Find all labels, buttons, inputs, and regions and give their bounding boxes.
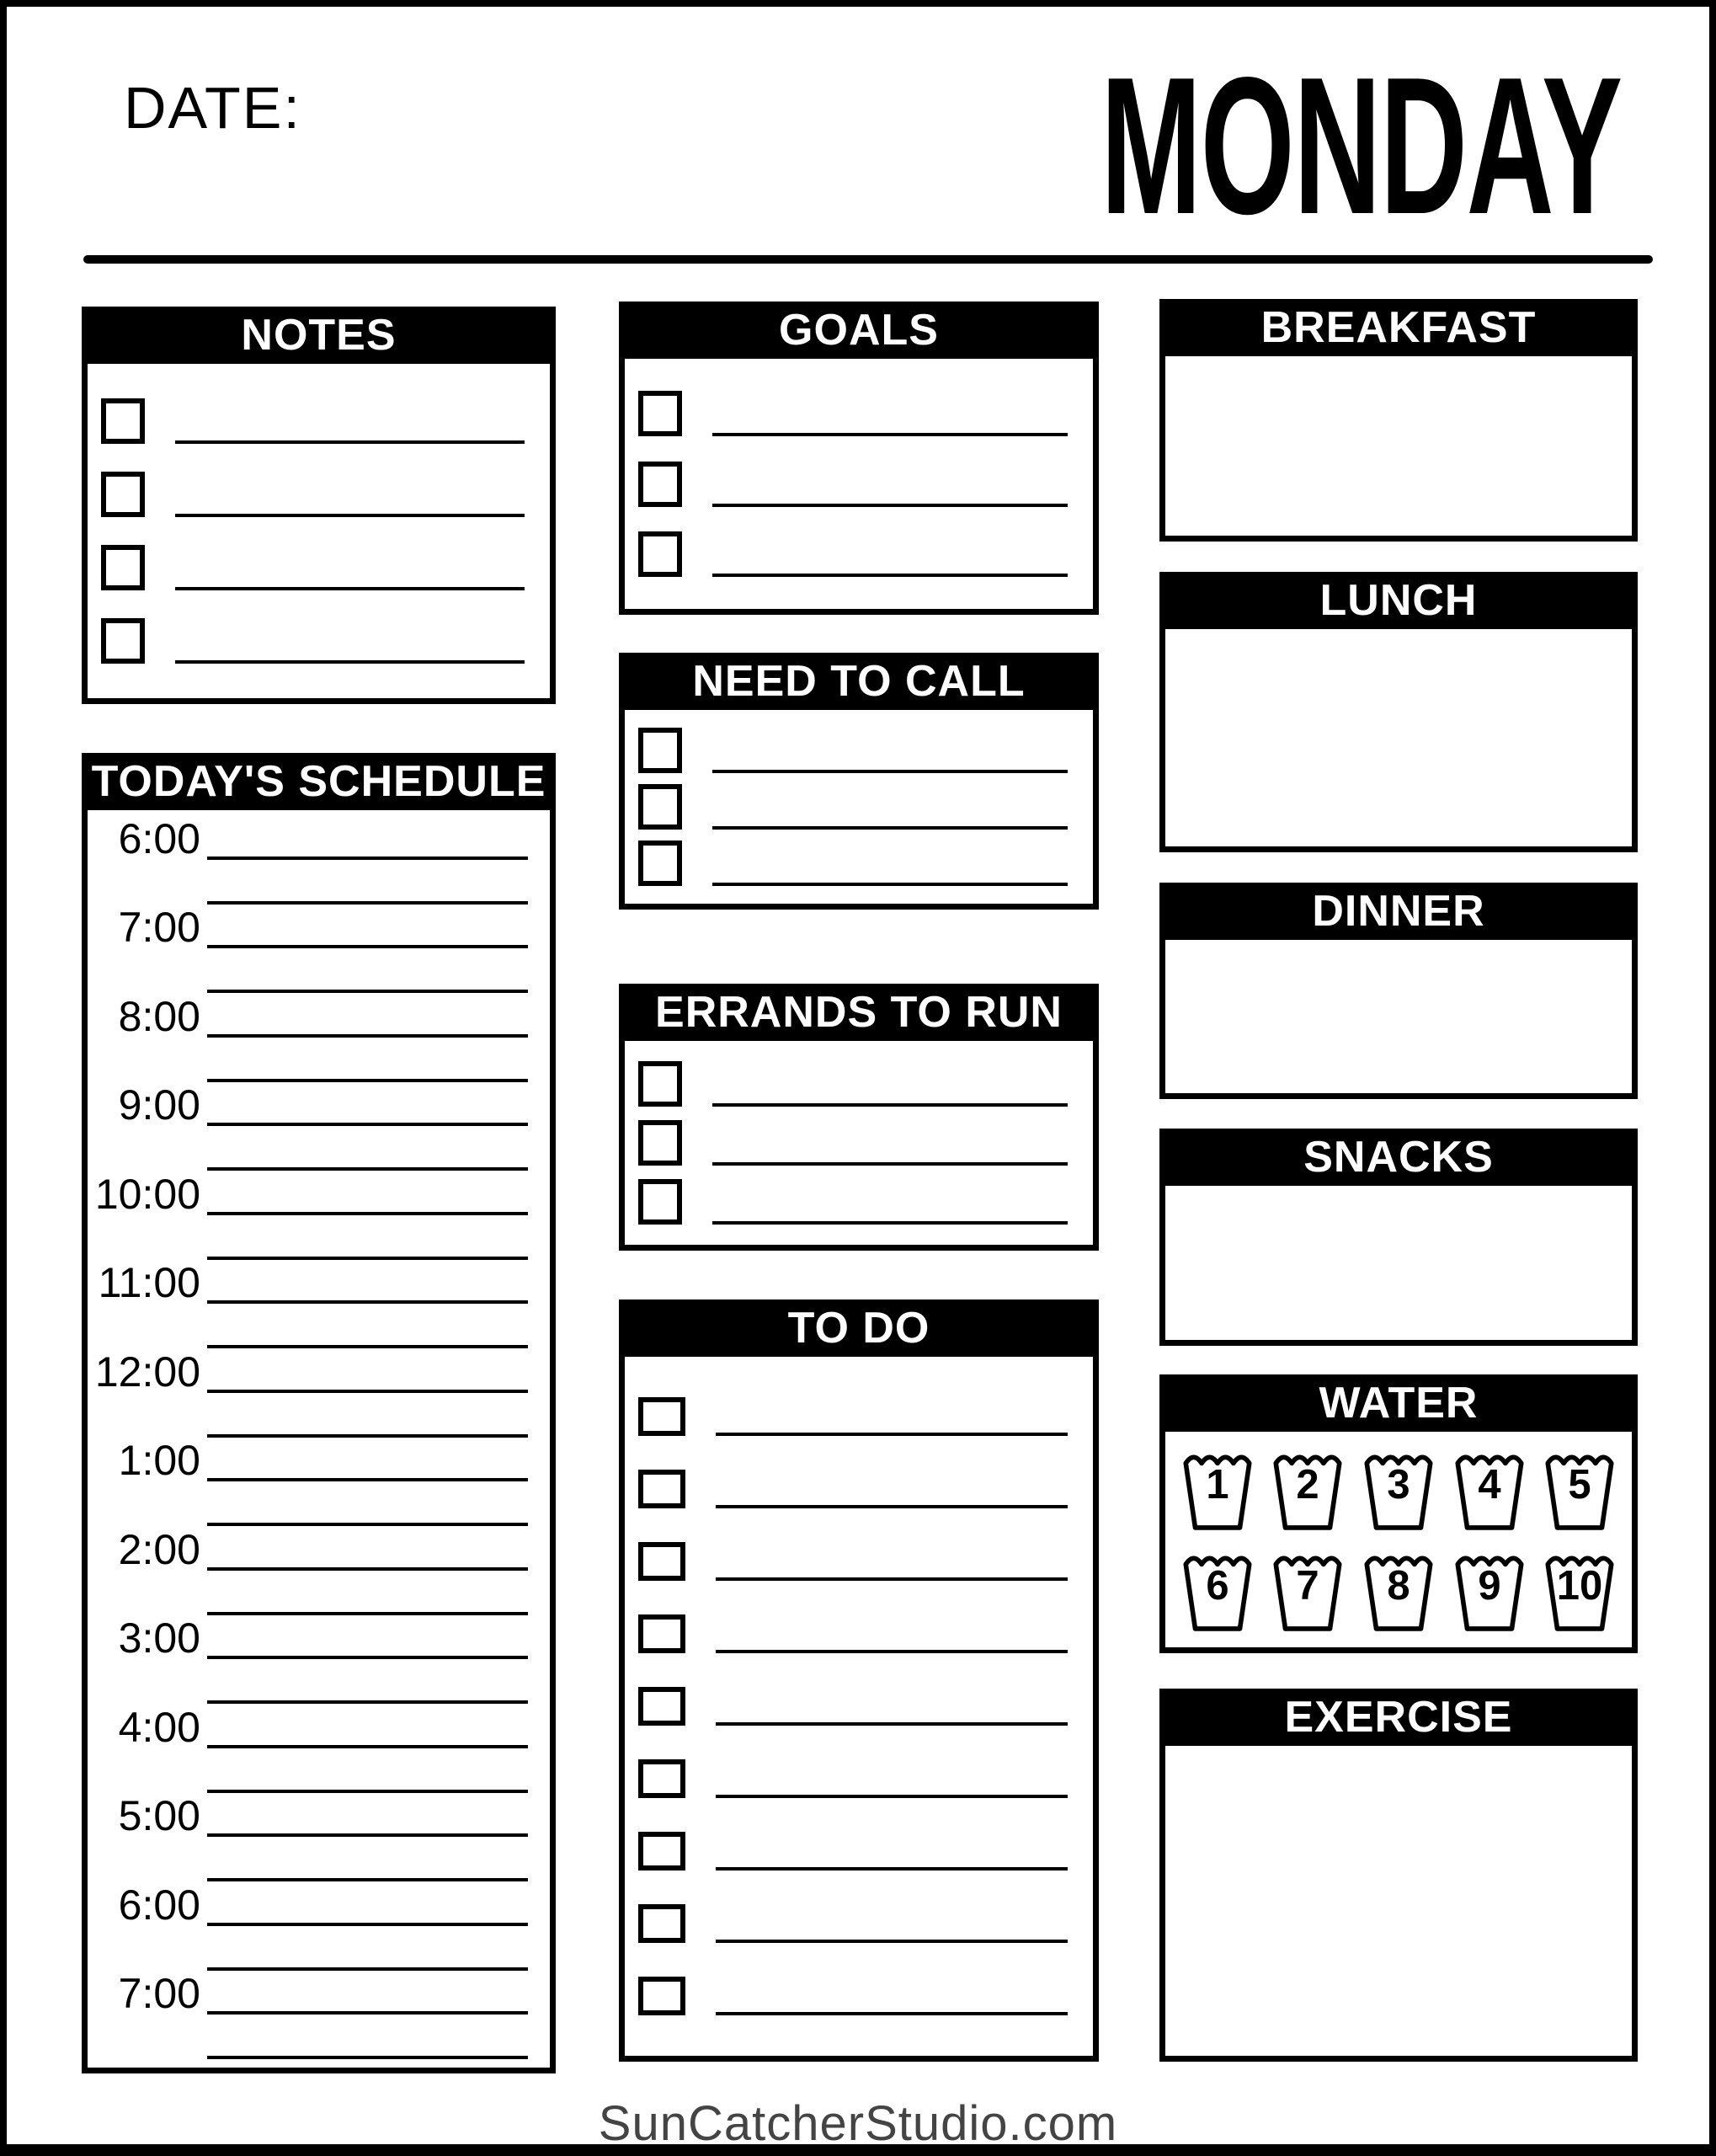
lunch-title: LUNCH	[1319, 576, 1478, 625]
write-line[interactable]	[716, 1505, 1068, 1508]
water-cup-icon	[1360, 1547, 1437, 1633]
schedule-body	[82, 810, 556, 2073]
notes-panel	[82, 307, 556, 704]
schedule-hour-row	[88, 1348, 550, 1396]
header-divider	[83, 255, 1653, 264]
write-line[interactable]	[712, 504, 1068, 507]
schedule-hour-row	[88, 1970, 550, 2018]
checklist-row	[638, 1061, 1068, 1107]
breakfast-title: BREAKFAST	[1260, 303, 1537, 352]
lunch-input-area[interactable]	[1159, 629, 1638, 852]
write-line[interactable]	[175, 660, 525, 664]
schedule-half-hour-row	[88, 1126, 550, 1171]
schedule-half-hour-row	[88, 1481, 550, 1526]
errands-panel	[619, 984, 1099, 1251]
schedule-title: TODAY'S SCHEDULE	[91, 757, 546, 806]
checklist-row	[638, 462, 1068, 507]
water-cup-row	[1165, 1446, 1632, 1532]
write-line[interactable]	[712, 1162, 1068, 1166]
write-line[interactable]	[175, 587, 525, 590]
time-label: 8:00	[118, 992, 200, 1040]
need-to-call-header	[619, 653, 1099, 710]
svg-text:5: 5	[1568, 1462, 1591, 1508]
exercise-header	[1159, 1689, 1638, 1746]
breakfast-panel	[1159, 299, 1638, 542]
checklist-row	[638, 1832, 1068, 1870]
exercise-panel	[1159, 1689, 1638, 2062]
write-line[interactable]	[712, 770, 1068, 773]
write-line[interactable]	[175, 440, 525, 444]
water-cup[interactable]	[1360, 1547, 1437, 1633]
goals-body	[619, 359, 1099, 615]
checklist-row	[638, 841, 1068, 886]
water-cup[interactable]	[1541, 1547, 1618, 1633]
schedule-panel	[82, 753, 556, 2073]
goals-title: GOALS	[779, 306, 939, 355]
schedule-hour-row	[88, 904, 550, 952]
goals-checklist	[625, 359, 1093, 609]
checklist-row	[638, 1542, 1068, 1581]
dinner-title: DINNER	[1312, 887, 1485, 936]
schedule-rows	[88, 810, 550, 2068]
write-line[interactable]	[712, 1221, 1068, 1225]
write-line[interactable]	[716, 1577, 1068, 1581]
checklist-row	[638, 1759, 1068, 1798]
snacks-input-area[interactable]	[1159, 1186, 1638, 1346]
svg-text:8: 8	[1387, 1562, 1410, 1609]
svg-text:10: 10	[1557, 1562, 1603, 1609]
checklist-row	[638, 1687, 1068, 1726]
checkbox[interactable]	[638, 1977, 685, 2015]
checkbox[interactable]	[638, 1397, 685, 1436]
goals-panel	[619, 302, 1099, 615]
checklist-row	[638, 1179, 1068, 1225]
time-label: 7:00	[118, 904, 200, 952]
checkbox[interactable]	[638, 1904, 685, 1943]
checkbox[interactable]	[638, 1470, 685, 1508]
checklist-row	[638, 391, 1068, 436]
water-body	[1159, 1432, 1638, 1653]
errands-body	[619, 1041, 1099, 1251]
svg-text:2: 2	[1296, 1462, 1319, 1508]
checkbox[interactable]	[638, 1759, 685, 1798]
time-label: 6:00	[118, 1881, 200, 1929]
water-cup-icon	[1451, 1446, 1528, 1532]
svg-text:6: 6	[1206, 1562, 1229, 1609]
time-label: 3:00	[118, 1614, 200, 1662]
water-cup-tracker	[1165, 1432, 1632, 1647]
svg-text:9: 9	[1478, 1562, 1501, 1609]
schedule-hour-row	[88, 1437, 550, 1485]
write-line[interactable]	[175, 514, 525, 517]
notes-title: NOTES	[241, 311, 397, 360]
write-line[interactable]	[716, 1940, 1068, 1943]
schedule-half-hour-row	[88, 1571, 550, 1615]
schedule-hour-row	[88, 1082, 550, 1127]
notes-header	[82, 307, 556, 364]
errands-title: ERRANDS TO RUN	[655, 988, 1063, 1037]
schedule-half-hour-row	[88, 1038, 550, 1082]
time-label: 2:00	[118, 1525, 200, 1573]
checklist-row	[638, 1470, 1068, 1508]
schedule-write-line[interactable]	[207, 2056, 528, 2059]
need-to-call-checklist	[625, 710, 1093, 904]
goals-header	[619, 302, 1099, 359]
checkbox[interactable]	[638, 1179, 682, 1225]
errands-checklist	[625, 1041, 1093, 1245]
checkbox[interactable]	[101, 545, 145, 590]
svg-text:1: 1	[1206, 1462, 1229, 1508]
write-line[interactable]	[712, 433, 1068, 436]
water-panel	[1159, 1374, 1638, 1653]
snacks-header	[1159, 1129, 1638, 1186]
write-line[interactable]	[716, 1722, 1068, 1726]
water-cup[interactable]	[1269, 1446, 1346, 1532]
svg-text:7: 7	[1296, 1562, 1319, 1609]
schedule-half-hour-row	[88, 1215, 550, 1260]
water-cup[interactable]	[1269, 1547, 1346, 1633]
checkbox[interactable]	[101, 618, 145, 664]
schedule-hour-row	[88, 1793, 550, 1838]
time-label: 10:00	[94, 1170, 200, 1218]
checklist-row	[101, 398, 525, 444]
water-cup-icon	[1541, 1446, 1618, 1532]
water-cup-icon	[1179, 1446, 1256, 1532]
time-label: 9:00	[118, 1081, 200, 1129]
notes-body	[82, 364, 556, 704]
schedule-hour-row	[88, 1881, 550, 1929]
water-cup[interactable]	[1360, 1446, 1437, 1532]
write-line[interactable]	[712, 574, 1068, 577]
exercise-title: EXERCISE	[1284, 1693, 1513, 1742]
schedule-header	[82, 753, 556, 810]
checkbox[interactable]	[638, 1120, 682, 1166]
write-line[interactable]	[716, 1650, 1068, 1653]
write-line[interactable]	[712, 1103, 1068, 1107]
time-label: 5:00	[118, 1792, 200, 1840]
checklist-row	[101, 618, 525, 664]
schedule-hour-row	[88, 1703, 550, 1751]
checklist-row	[638, 1120, 1068, 1166]
breakfast-header	[1159, 299, 1638, 356]
schedule-hour-row	[88, 815, 550, 860]
schedule-half-hour-row	[88, 1837, 550, 1881]
date-label: DATE:	[124, 75, 301, 141]
lunch-panel	[1159, 572, 1638, 852]
lunch-header	[1159, 572, 1638, 629]
write-line[interactable]	[712, 883, 1068, 886]
schedule-half-hour-row	[88, 1659, 550, 1704]
checklist-row	[638, 784, 1068, 830]
water-header	[1159, 1374, 1638, 1432]
time-label: 4:00	[118, 1703, 200, 1751]
todo-checklist	[625, 1357, 1093, 2056]
schedule-hour-row	[88, 1526, 550, 1571]
water-cup-icon	[1360, 1446, 1437, 1532]
need-to-call-body	[619, 710, 1099, 910]
checkbox[interactable]	[638, 1542, 685, 1581]
need-to-call-panel	[619, 653, 1099, 910]
write-line[interactable]	[712, 826, 1068, 830]
todo-header	[619, 1299, 1099, 1357]
water-cup[interactable]	[1541, 1446, 1618, 1532]
checklist-row	[101, 545, 525, 590]
notes-checklist	[88, 364, 550, 698]
checklist-row	[638, 531, 1068, 577]
time-label: 7:00	[118, 1970, 200, 2018]
water-cup-row	[1165, 1547, 1632, 1633]
write-line[interactable]	[716, 1795, 1068, 1798]
schedule-hour-row	[88, 1260, 550, 1305]
schedule-half-hour-row	[88, 1748, 550, 1793]
water-cup-icon	[1269, 1446, 1346, 1532]
snacks-title: SNACKS	[1303, 1133, 1494, 1182]
schedule-half-hour-row	[88, 948, 550, 993]
schedule-hour-row	[88, 1170, 550, 1218]
checklist-row	[638, 1614, 1068, 1653]
checklist-row	[638, 728, 1068, 773]
checkbox[interactable]	[638, 1832, 685, 1870]
dinner-panel	[1159, 883, 1638, 1099]
checklist-row	[638, 1977, 1068, 2015]
water-cup-icon	[1269, 1547, 1346, 1633]
snacks-panel	[1159, 1129, 1638, 1346]
time-label: 12:00	[94, 1348, 200, 1396]
schedule-half-hour-row	[88, 1304, 550, 1348]
checkbox[interactable]	[638, 841, 682, 886]
time-label: 1:00	[118, 1437, 200, 1485]
checkbox[interactable]	[638, 1687, 685, 1726]
schedule-hour-row	[88, 1615, 550, 1660]
svg-text:4: 4	[1478, 1462, 1501, 1508]
svg-text:3: 3	[1387, 1462, 1410, 1508]
exercise-input-area[interactable]	[1159, 1746, 1638, 2062]
water-cup-icon	[1541, 1547, 1618, 1633]
todo-panel	[619, 1299, 1099, 2062]
time-label: 6:00	[118, 814, 200, 862]
dinner-header	[1159, 883, 1638, 940]
schedule-half-hour-row	[88, 860, 550, 905]
schedule-half-hour-row	[88, 1926, 550, 1971]
water-cup-icon	[1451, 1547, 1528, 1633]
checklist-row	[638, 1397, 1068, 1436]
time-label: 11:00	[98, 1259, 200, 1307]
schedule-half-hour-row	[88, 2015, 550, 2059]
checklist-row	[638, 1904, 1068, 1943]
water-cup[interactable]	[1179, 1547, 1256, 1633]
checkbox[interactable]	[638, 784, 682, 830]
checkbox[interactable]	[638, 391, 682, 436]
water-cup[interactable]	[1179, 1446, 1256, 1532]
schedule-hour-row	[88, 993, 550, 1038]
checkbox[interactable]	[638, 728, 682, 773]
write-line[interactable]	[716, 1867, 1068, 1870]
water-cup[interactable]	[1451, 1547, 1528, 1633]
water-cup[interactable]	[1451, 1446, 1528, 1532]
write-line[interactable]	[716, 2012, 1068, 2015]
schedule-half-hour-row	[88, 1393, 550, 1438]
need-to-call-title: NEED TO CALL	[692, 657, 1026, 706]
checkbox[interactable]	[638, 1614, 685, 1653]
dinner-input-area[interactable]	[1159, 940, 1638, 1099]
checkbox[interactable]	[101, 472, 145, 517]
checklist-row	[101, 472, 525, 517]
todo-body	[619, 1357, 1099, 2062]
todo-title: TO DO	[787, 1304, 930, 1353]
water-cup-icon	[1179, 1547, 1256, 1633]
checkbox[interactable]	[638, 462, 682, 507]
site-credit: SunCatcherStudio.com	[598, 2096, 1118, 2151]
checkbox[interactable]	[101, 398, 145, 444]
water-title: WATER	[1319, 1379, 1479, 1428]
errands-header	[619, 984, 1099, 1041]
checkbox[interactable]	[638, 531, 682, 577]
checkbox[interactable]	[638, 1061, 682, 1107]
breakfast-input-area[interactable]	[1159, 356, 1638, 542]
day-title: MONDAY	[1100, 37, 1622, 255]
write-line[interactable]	[716, 1433, 1068, 1436]
